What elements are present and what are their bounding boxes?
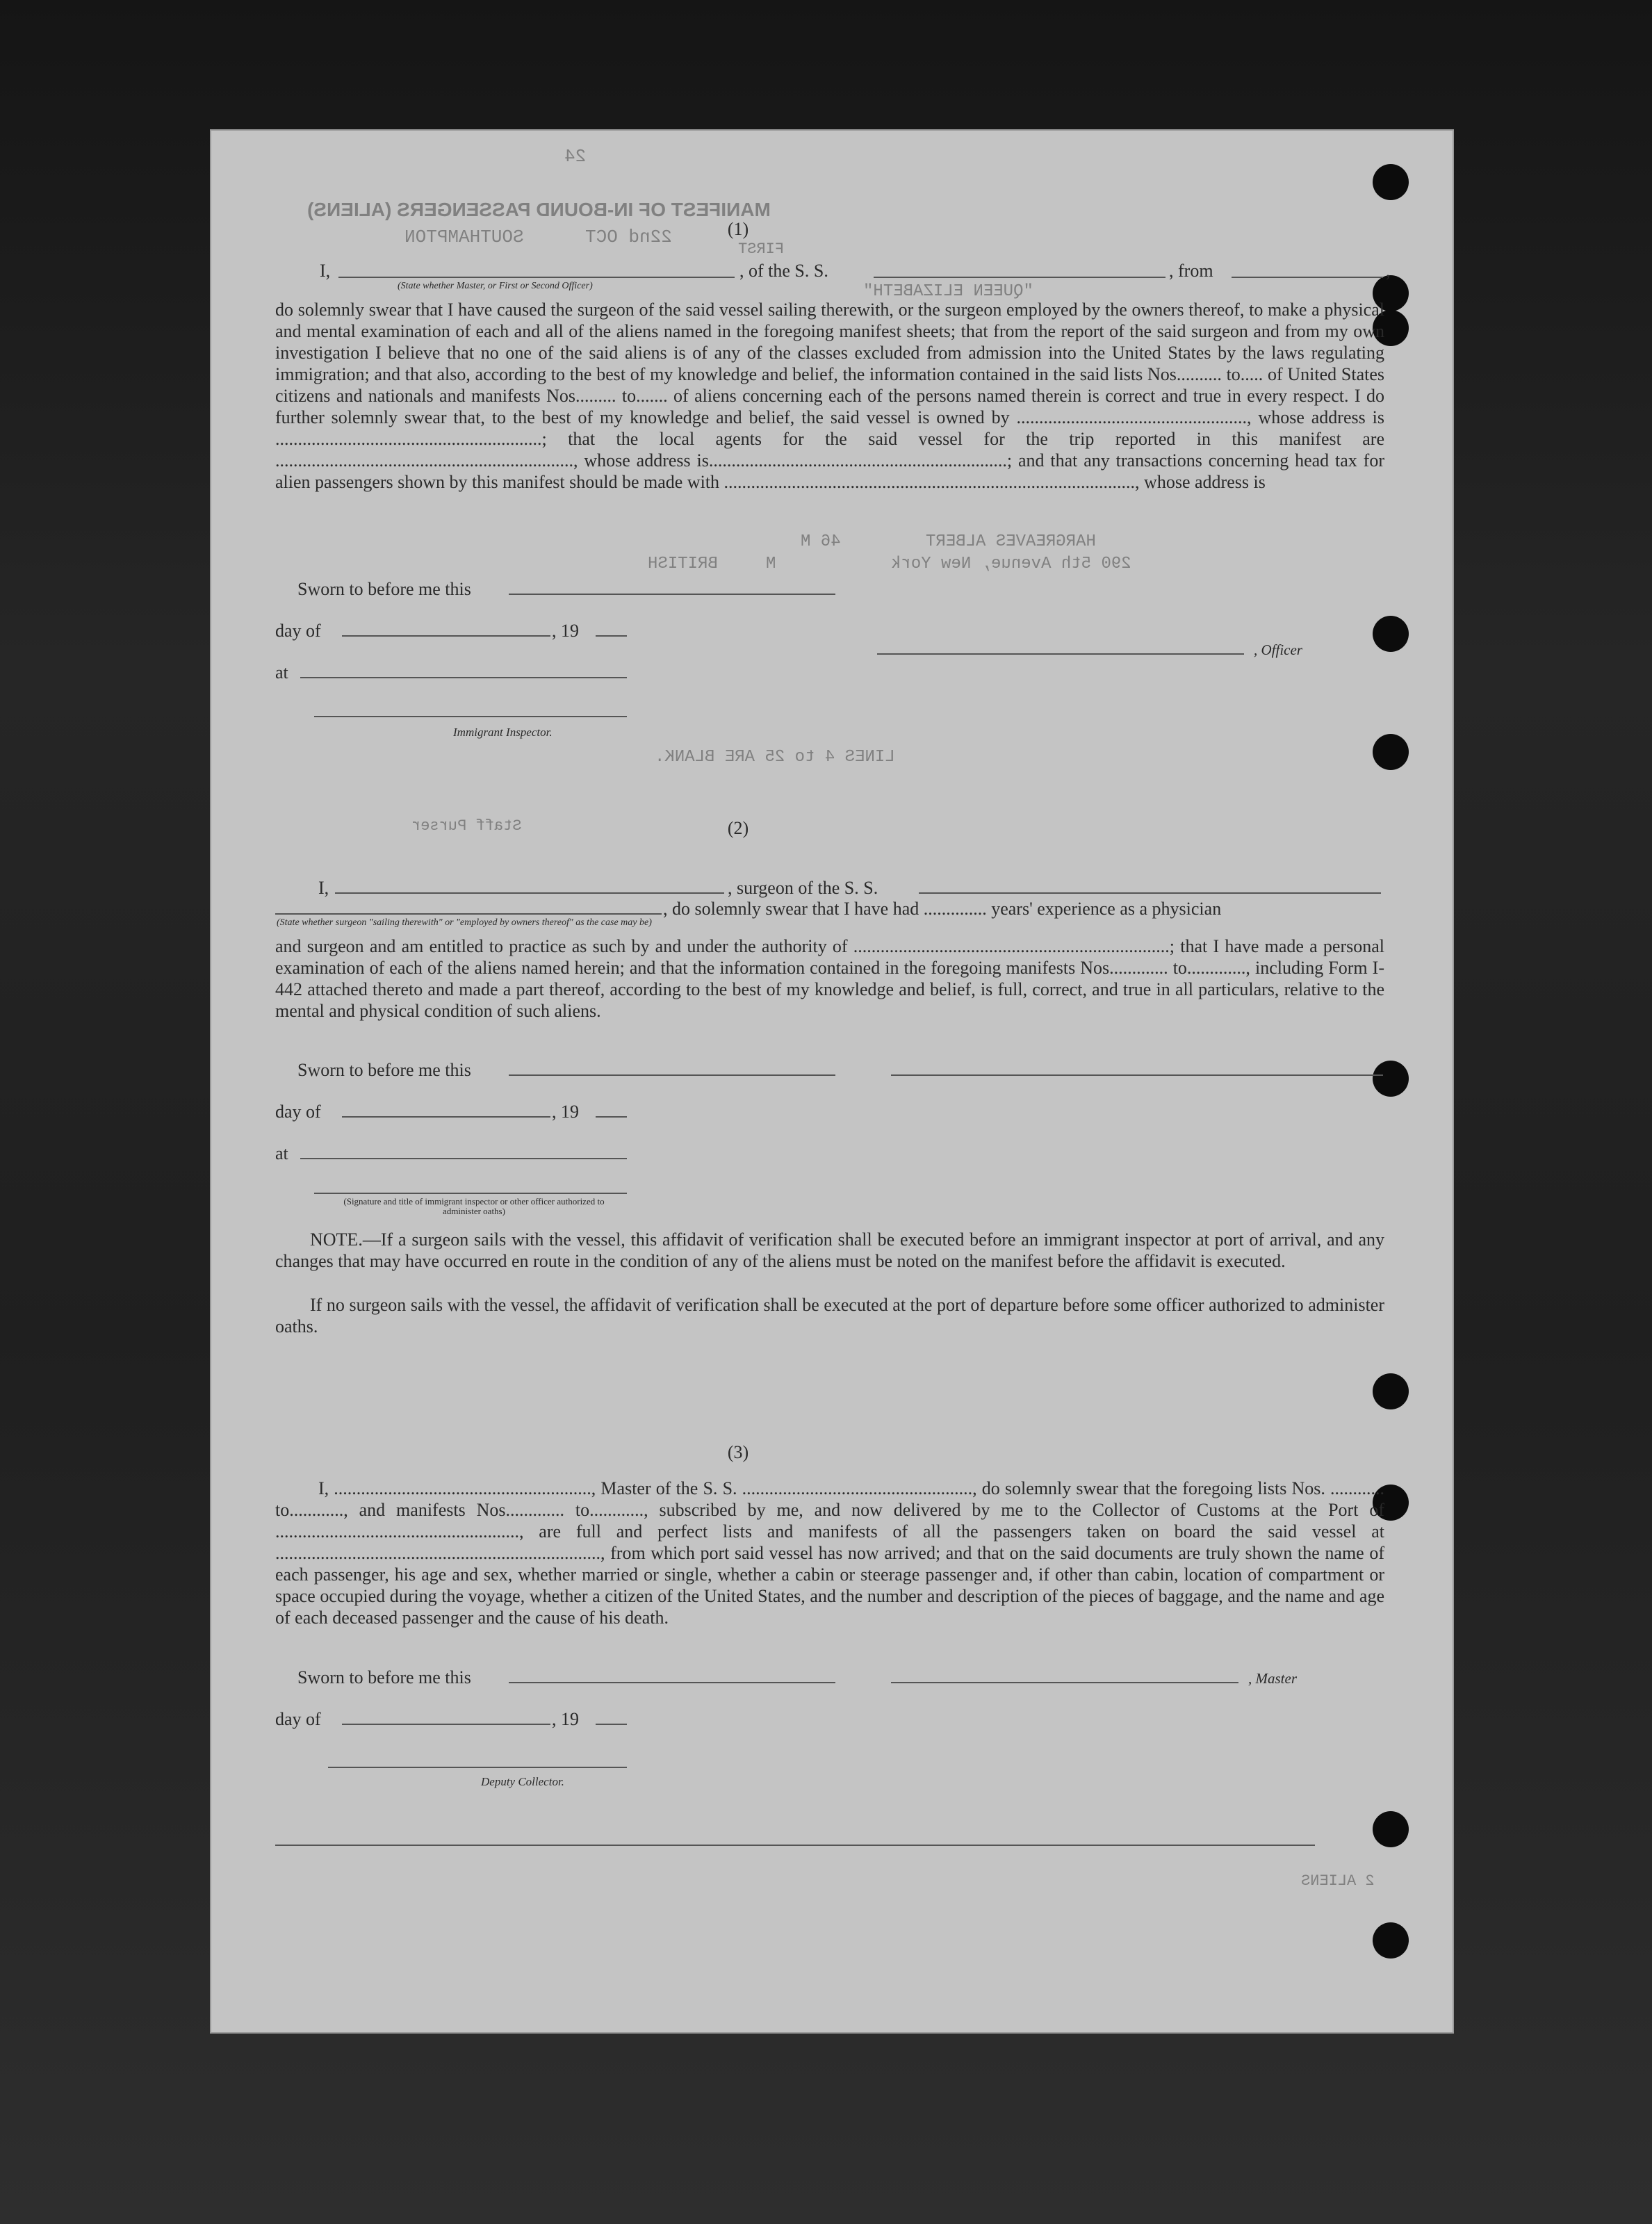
day-line: [342, 1116, 550, 1118]
signature-note: (Signature and title of immigrant inspector or other officer authorized to administer oaths): [343, 1196, 605, 1216]
section2-surgeon-of: , surgeon of the S. S.: [728, 878, 878, 898]
section3-year: , 19: [552, 1709, 579, 1729]
ghost-class: FIRST: [738, 240, 785, 258]
year-line: [596, 635, 627, 637]
section1-i: I,: [320, 261, 331, 281]
ghost-page-number: 24: [564, 146, 587, 167]
ghost-lines-blank: LINES 4 to 25 ARE BLANK.: [655, 748, 895, 767]
inspector-label: Immigrant Inspector.: [453, 726, 553, 739]
punch-hole: [1373, 164, 1409, 200]
ghost-passenger-name: HARGREAVES ALBERT: [926, 532, 1096, 551]
ghost-port: SOUTHAMPTON: [404, 227, 524, 247]
ghost-header-title: MANIFEST OF IN-BOUND PASSENGERS (ALIENS): [307, 199, 771, 220]
section3-body: I, ........................................................., Master of the S. S. ..................................................., do solemnly swear that the foregoing lists Nos. ............ to............, and manifests Nos............. to............, subscribed by me, and now delivered by me to the Collector of Customs at the Port of ......................................................, are full and perfect lists and manifests of all the passengers taken on board the said vessel at ........................................................................, from which port said vessel has now arrived; and that on the said documents are truly shown the name of each passenger, his age and sex, whether married or single, whether a cabin or steerage passenger and, if other than cabin, location of compartment or space occupied during the voyage, whether a citizen of the United States, and the number and description of the pieces of baggage, and the name and age of each deceased passenger and the cause of his death.: [275, 1478, 1384, 1628]
day-line: [342, 1724, 550, 1725]
year-line: [596, 1724, 627, 1725]
at-line: [300, 677, 627, 678]
surgeon-name-line: [335, 892, 724, 894]
punch-hole: [1373, 734, 1409, 770]
punch-hole: [1373, 1061, 1409, 1097]
officer-note: (State whether Master, or First or Second Officer): [398, 281, 593, 291]
section1-day-of: day of: [275, 621, 321, 641]
section2-sworn: Sworn to before me this: [297, 1060, 471, 1080]
punch-hole: [1373, 1922, 1409, 1959]
section2-year: , 19: [552, 1102, 579, 1122]
surgeon-signature-line: [891, 1074, 1383, 1076]
ghost-nationality: BRITISH: [648, 555, 718, 573]
ghost-staff-purser: Staff Purser: [411, 817, 522, 835]
section1-sworn: Sworn to before me this: [297, 579, 471, 599]
manifest-page: [210, 129, 1454, 2034]
at-line: [300, 1158, 627, 1159]
officer-signature-line: [877, 653, 1244, 655]
collector-label: Deputy Collector.: [481, 1775, 564, 1788]
section1-from: , from: [1169, 261, 1213, 281]
officer-label: , Officer: [1254, 641, 1302, 658]
punch-hole: [1373, 616, 1409, 652]
ghost-address: 290 5th Avenue, New York: [891, 555, 1131, 573]
section2-i: I,: [318, 878, 329, 898]
section2-line2: , do solemnly swear that I have had .............. years' experience as a physician: [663, 899, 1222, 919]
section1-body: do solemnly swear that I have caused the surgeon of the said vessel sailing therewith, or the surgeon employed by the owners thereof, to make a physical and mental examination of each and all of the aliens named in the foregoing manifest sheets; that from the report of the said surgeon and from my own investigation I believe that no one of the said aliens is of any of the classes excluded from admission into the United States by the laws regulating immigration; and that also, according to the best of my knowledge and belief, the information contained in the said lists Nos.......... to..... of United States citizens and nationals and manifests Nos......... to....... of aliens concerning each of the persons named therein is correct and true in every respect. I do further solemnly swear that, to the best of my knowledge and belief, the said vessel is owned by ..................................................., whose address is ...........................................................; that the local agents for the said vessel for the trip reported in this manifest are .................................................................., whose address is..................................................................; and that any transactions concerning head tax for alien passengers shown by this manifest should be made with ..........................................................................................., whose address is: [275, 300, 1384, 492]
punch-hole: [1373, 1811, 1409, 1847]
ship-name-line: [874, 277, 1166, 278]
port-line: [1232, 277, 1383, 278]
day-line: [342, 635, 550, 637]
year-line: [596, 1116, 627, 1118]
surgeon-note: (State whether surgeon "sailing therewith" or "employed by owners thereof" as the case may be): [277, 917, 652, 928]
section3-day-of: day of: [275, 1709, 321, 1729]
ghost-date: 22nd OCT: [585, 227, 672, 247]
section1-at: at: [275, 662, 288, 682]
section3-sworn: Sworn to before me this: [297, 1667, 471, 1687]
ghost-ship: "QUEEN ELIZABETH": [863, 282, 1033, 301]
section2-number: (2): [727, 818, 749, 838]
sworn-line: [509, 1074, 835, 1076]
inspector-signature-line: [314, 1193, 627, 1194]
section1-number: (1): [727, 219, 749, 239]
master-label: , Master: [1248, 1670, 1297, 1687]
note-surgeon-sails: NOTE.—If a surgeon sails with the vessel, this affidavit of verification shall be executed before an immigrant inspector at port of arrival, and any changes that may have occurred en route in the condition of any of the aliens must be noted on the manifest before the affidavit is executed.: [275, 1229, 1384, 1271]
punch-hole: [1373, 1373, 1409, 1409]
section1-comma: ,: [1386, 261, 1391, 281]
section3-number: (3): [727, 1442, 749, 1462]
ghost-marital: M: [766, 555, 776, 573]
master-signature-line: [891, 1682, 1238, 1683]
ghost-bottom-right: 2 ALIENS: [1301, 1872, 1375, 1890]
sworn-line: [509, 1682, 835, 1683]
bottom-rule: [275, 1845, 1315, 1846]
master-name-line: [338, 277, 735, 278]
collector-signature-line: [328, 1767, 627, 1768]
section2-body: and surgeon and am entitled to practice as such by and under the authority of ......................................................................; that I have made a personal examination of each of the aliens named herein; and that the information contained in the foregoing manifests Nos............. to............., including Form I-442 attached thereto and made a part thereof, according to the best of my knowledge and belief, is full, correct, and true in all particulars, relative to the mental and physical condition of such aliens.: [275, 936, 1384, 1021]
section1-of-ss: , of the S. S.: [739, 261, 828, 281]
section2-at: at: [275, 1143, 288, 1163]
ghost-age-sex: 46 M: [801, 532, 841, 551]
surgeon-type-line: [275, 913, 662, 915]
inspector-signature-line: [314, 716, 627, 717]
note-no-surgeon: If no surgeon sails with the vessel, the affidavit of verification shall be executed at the port of departure before some officer authorized to administer oaths.: [275, 1295, 1384, 1336]
section1-year: , 19: [552, 621, 579, 641]
section2-day-of: day of: [275, 1102, 321, 1122]
sworn-line: [509, 594, 835, 595]
surgeon-ship-line: [919, 892, 1381, 894]
